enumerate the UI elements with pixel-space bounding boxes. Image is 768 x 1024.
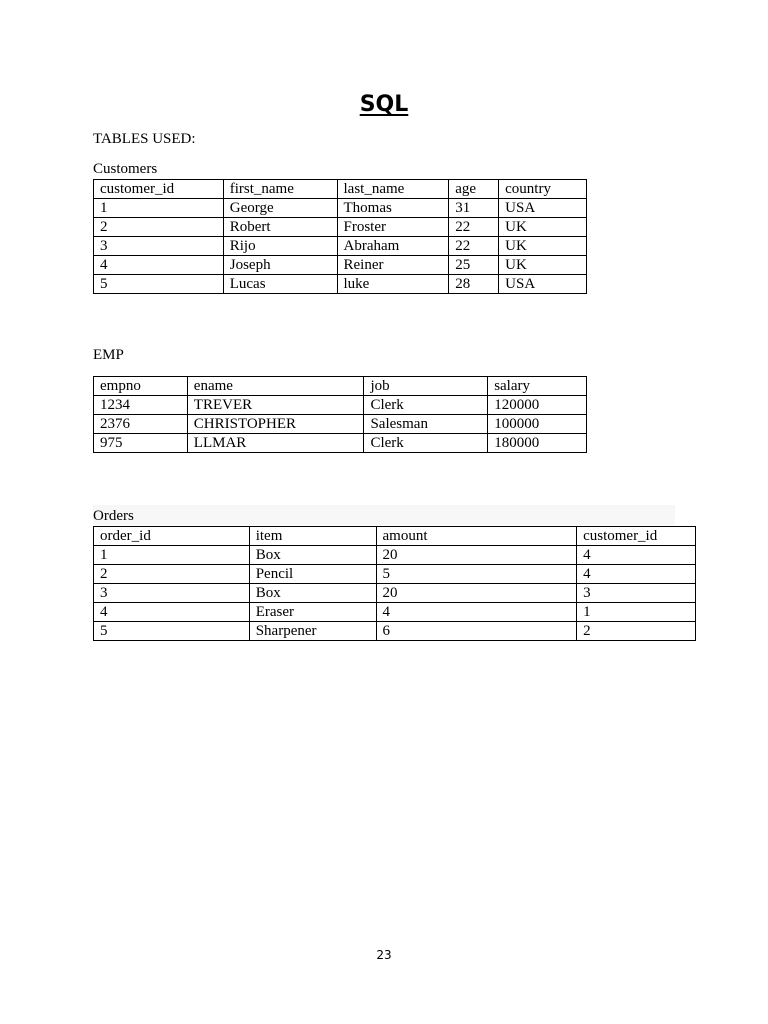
table-cell: Clerk	[364, 434, 488, 453]
table-cell: 4	[94, 256, 224, 275]
table-cell: 5	[94, 275, 224, 294]
table-cell: 22	[449, 237, 499, 256]
table-cell: Reiner	[337, 256, 449, 275]
table-cell: 20	[376, 546, 577, 565]
column-header: last_name	[337, 180, 449, 199]
table-row	[94, 396, 587, 415]
table-header-row	[94, 527, 696, 546]
table-row	[94, 415, 587, 434]
table-cell: CHRISTOPHER	[187, 415, 364, 434]
table-cell: 120000	[488, 396, 587, 415]
table-row	[94, 546, 696, 565]
table-cell: 4	[376, 603, 577, 622]
emp-table	[93, 376, 587, 453]
table-cell: 180000	[488, 434, 587, 453]
table-cell: Froster	[337, 218, 449, 237]
table-cell: Eraser	[249, 603, 376, 622]
table-cell: 975	[94, 434, 188, 453]
table-row	[94, 237, 587, 256]
table-cell: Rijo	[223, 237, 337, 256]
table-row	[94, 218, 587, 237]
table-cell: 2	[577, 622, 696, 641]
table-cell: Robert	[223, 218, 337, 237]
table-cell: 20	[376, 584, 577, 603]
table-row	[94, 584, 696, 603]
table-cell: 4	[94, 603, 250, 622]
table-cell: 6	[376, 622, 577, 641]
customers-caption: Customers	[93, 161, 158, 177]
table-row	[94, 256, 587, 275]
table-header-row	[94, 180, 587, 199]
column-header: empno	[94, 377, 188, 396]
table-cell: Salesman	[364, 415, 488, 434]
column-header: customer_id	[577, 527, 696, 546]
column-header: first_name	[223, 180, 337, 199]
table-cell: 3	[94, 237, 224, 256]
column-header: item	[249, 527, 376, 546]
table-cell: Thomas	[337, 199, 449, 218]
table-cell: 1	[94, 546, 250, 565]
table-cell: Lucas	[223, 275, 337, 294]
table-cell: 4	[577, 565, 696, 584]
table-cell: 3	[94, 584, 250, 603]
table-header-row	[94, 377, 587, 396]
table-row	[94, 565, 696, 584]
page-number: 23	[376, 948, 392, 962]
table-cell: USA	[499, 199, 587, 218]
table-row	[94, 622, 696, 641]
table-cell: 100000	[488, 415, 587, 434]
column-header: age	[449, 180, 499, 199]
table-row	[94, 199, 587, 218]
table-cell: Pencil	[249, 565, 376, 584]
emp-caption: EMP	[93, 347, 124, 363]
table-cell: Joseph	[223, 256, 337, 275]
table-cell: 1	[94, 199, 224, 218]
column-header: customer_id	[94, 180, 224, 199]
column-header: ename	[187, 377, 364, 396]
table-cell: 28	[449, 275, 499, 294]
table-cell: 4	[577, 546, 696, 565]
page-title: SQL	[359, 92, 409, 117]
column-header: amount	[376, 527, 577, 546]
table-cell: George	[223, 199, 337, 218]
column-header: salary	[488, 377, 587, 396]
table-cell: 1	[577, 603, 696, 622]
table-cell: 2	[94, 565, 250, 584]
table-cell: LLMAR	[187, 434, 364, 453]
table-row	[94, 434, 587, 453]
table-cell: 31	[449, 199, 499, 218]
table-cell: UK	[499, 256, 587, 275]
table-cell: 3	[577, 584, 696, 603]
table-cell: UK	[499, 237, 587, 256]
column-header: country	[499, 180, 587, 199]
column-header: order_id	[94, 527, 250, 546]
table-cell: USA	[499, 275, 587, 294]
table-cell: 5	[376, 565, 577, 584]
table-cell: Sharpener	[249, 622, 376, 641]
orders-caption: Orders	[93, 508, 134, 524]
table-cell: TREVER	[187, 396, 364, 415]
table-cell: Clerk	[364, 396, 488, 415]
column-header: job	[364, 377, 488, 396]
table-cell: Box	[249, 546, 376, 565]
table-cell: UK	[499, 218, 587, 237]
orders-table	[93, 526, 696, 641]
table-cell: 2	[94, 218, 224, 237]
table-cell: Abraham	[337, 237, 449, 256]
table-row	[94, 275, 587, 294]
table-cell: 22	[449, 218, 499, 237]
customers-table	[93, 179, 587, 294]
tables-used-heading: TABLES USED:	[93, 131, 196, 147]
table-cell: 1234	[94, 396, 188, 415]
orders-caption-band	[93, 505, 675, 525]
table-cell: 25	[449, 256, 499, 275]
table-cell: Box	[249, 584, 376, 603]
table-cell: 2376	[94, 415, 188, 434]
table-cell: 5	[94, 622, 250, 641]
table-cell: luke	[337, 275, 449, 294]
table-row	[94, 603, 696, 622]
